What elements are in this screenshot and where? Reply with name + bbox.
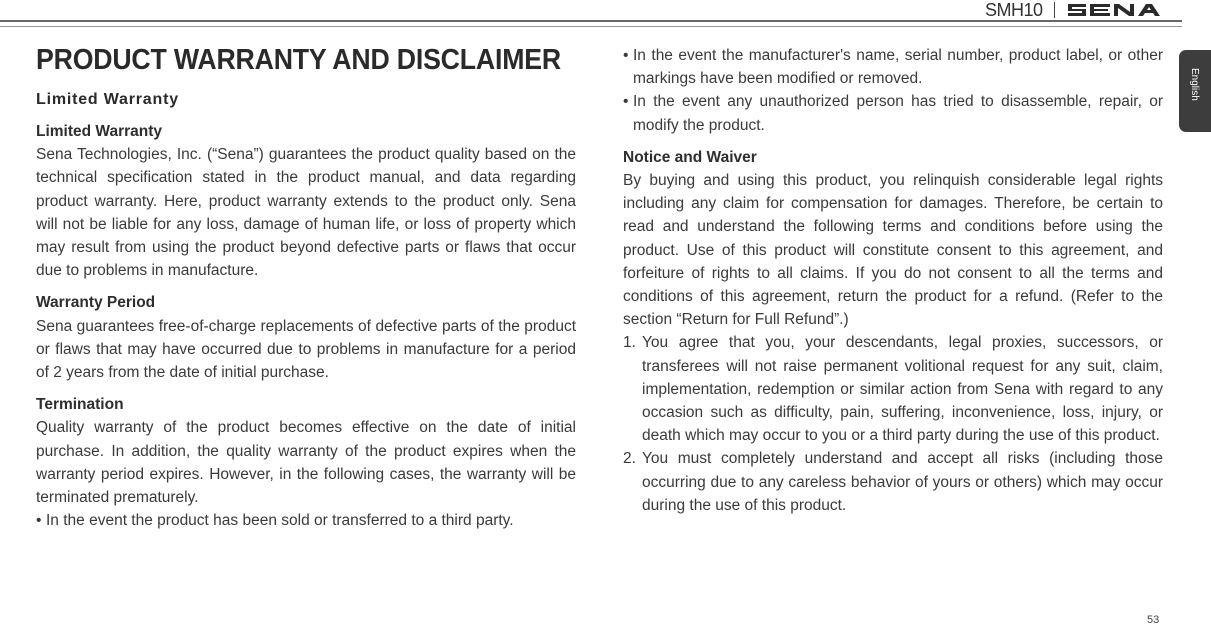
notice-waiver-text: By buying and using this product, you relinquish considerable legal rights including any claim for compensation for damages. Therefore, be certain to read and understand the following terms and conditions before using the product. Use of this product will constitute consent to this agreement, and forfeiture of rights to all claims. If you do not consent to all the terms and conditions of this agreement, return the product for a refund. (Refer to the section “Return for Full Refund”.) (623, 172, 1163, 329)
list-number: 1. (623, 334, 636, 352)
bullet-text: In the event the manufacturer's name, serial number, product label, or other markings have been modified or removed. (633, 47, 1163, 88)
bullet-text: In the event any unauthorized person has tried to disassemble, repair, or modify the product. (633, 93, 1163, 134)
termination-heading: Termination (36, 396, 124, 414)
notice-waiver-heading: Notice and Waiver (623, 148, 757, 166)
page-title: PRODUCT WARRANTY AND DISCLAIMER (36, 44, 561, 76)
list-item-text: You agree that you, your descendants, legal proxies, successors, or transferees will not raise permanent volitional request for any suit, claim, implementation, redemption or similar action from Sena with regard to any occasion such as difficulty, pain, suffering, inconvenience, loss, injury, or death which may occur to you or a third party during the use of this product. (642, 334, 1163, 445)
section-subtitle: Limited Warranty (36, 91, 179, 108)
language-tab (1179, 50, 1211, 132)
list-item (623, 447, 1163, 517)
list-item (623, 331, 1163, 447)
list-item (36, 509, 576, 532)
left-column (36, 120, 576, 532)
sena-logo (1066, 2, 1162, 23)
sena-logo-icon (1066, 2, 1162, 18)
termination-text: Quality warranty of the product becomes effective on the date of initial purchase. In addition, the quality warranty of the product expires when the warranty period expires. However, in the following cases, the warranty will be terminated prematurely. (36, 419, 576, 507)
header-separator (1054, 2, 1055, 18)
language-tab-label: English (1189, 68, 1200, 101)
warranty-period-heading: Warranty Period (36, 294, 156, 312)
bullet-mark: • (36, 512, 42, 530)
warranty-period-text: Sena guarantees free-of-charge replacements of defective parts of the product or flaws that may have occurred due to problems in manufacture for a period of 2 years from the date of initial purchase. (36, 317, 576, 382)
list-item (623, 44, 1163, 90)
termination-bullet-text: In the event the product has been sold or transferred to a third party. (46, 512, 514, 530)
limited-warranty-text: Sena Technologies, Inc. (“Sena”) guarantees the product quality based on the technical specification stated in the product manual, and data regarding product warranty. Here, product warranty extends to the product only. Sena will not be liable for any loss, damage of human life, or loss of property which may result from using the product beyond defective parts or flaws that occur due to problems in manufacture. (36, 146, 576, 280)
page-number: 53 (1147, 614, 1160, 626)
list-item (623, 90, 1163, 136)
right-column (623, 44, 1163, 517)
bullet-mark: • (623, 47, 629, 64)
header-model: SMH10 (985, 0, 1043, 20)
header-rule-thin (0, 26, 1182, 27)
limited-warranty-heading: Limited Warranty (36, 123, 163, 140)
list-number: 2. (623, 450, 636, 468)
bullet-mark: • (623, 93, 629, 111)
list-item-text: You must completely understand and accept all risks (including those occurring due to any careless behavior of yours or others) which may occur during the use of this product. (642, 450, 1163, 514)
